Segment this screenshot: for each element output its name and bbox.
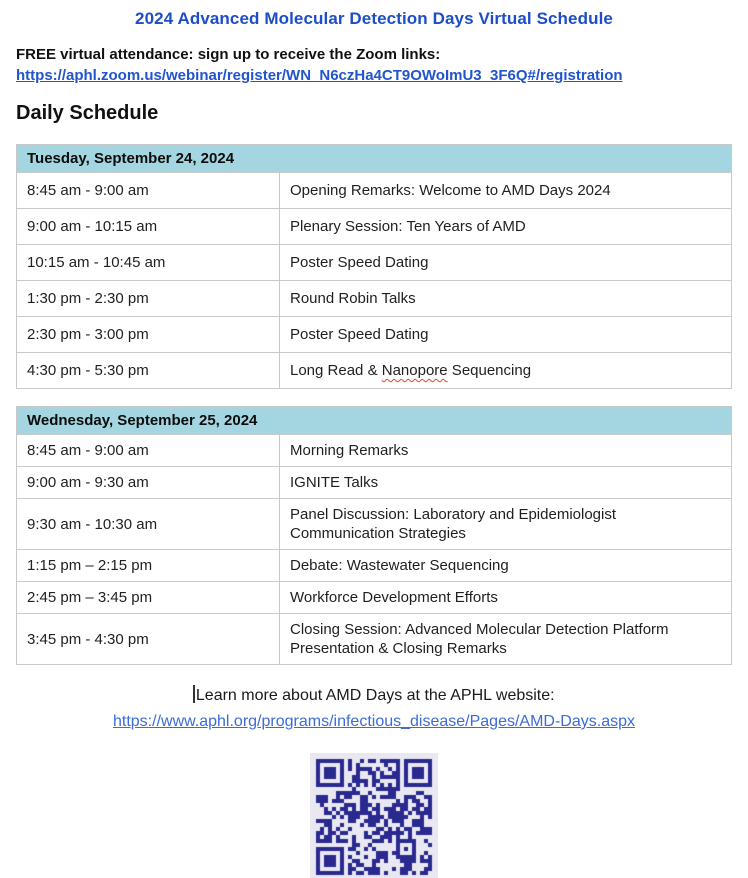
footer-text-line [16,685,732,705]
day-header-tuesday: Tuesday, September 24, 2024 [17,145,732,173]
session-title-cell: Panel Discussion: Laboratory and Epidemiologist Communication Strategies [280,499,732,550]
table-row [17,209,732,245]
session-text: Sequencing [447,362,532,379]
session-title-cell: Poster Speed Dating [280,245,732,281]
table-row [17,245,732,281]
session-time-cell: 8:45 am - 9:00 am [17,435,280,467]
session-title-cell: Opening Remarks: Welcome to AMD Days 2024 [280,173,732,209]
session-title-cell: Morning Remarks [280,435,732,467]
table-row [17,499,732,550]
table-row [17,317,732,353]
daily-schedule-heading: Daily Schedule [16,102,159,124]
session-time-cell: 1:15 pm – 2:15 pm [17,550,280,582]
session-time-cell: 10:15 am - 10:45 am [17,245,280,281]
table-row [17,582,732,614]
session-title-cell: Plenary Session: Ten Years of AMD [280,209,732,245]
qr-code-container [16,753,732,878]
aphl-website-link[interactable]: https://www.aphl.org/programs/infectious_disease/Pages/AMD-Days.aspx [112,713,635,730]
text-cursor [193,685,195,703]
session-title-cell: Round Robin Talks [280,281,732,317]
page-title: 2024 Advanced Molecular Detection Days Virtual Schedule [135,9,613,28]
session-time-cell: 3:45 pm - 4:30 pm [17,614,280,665]
session-time-cell: 8:45 am - 9:00 am [17,173,280,209]
session-text: Long Read & [290,362,382,379]
misspelled-word: Nanopore [381,362,448,379]
schedule-table-wednesday [16,406,732,665]
table-row [17,467,732,499]
intro-text: FREE virtual attendance: sign up to receive the Zoom links: [16,46,441,63]
table-row [17,173,732,209]
schedule-flyer [0,9,748,878]
table-row [17,614,732,665]
session-time-cell: 9:00 am - 10:15 am [17,209,280,245]
session-time-cell: 2:30 pm - 3:00 pm [17,317,280,353]
qr-code [310,753,438,878]
session-title-cell: Poster Speed Dating [280,317,732,353]
session-time-cell: 9:00 am - 9:30 am [17,467,280,499]
table-header-row [17,145,732,173]
intro-block [16,45,732,85]
session-title-cell [280,353,732,389]
schedule-table-tuesday [16,144,732,389]
table-row [17,281,732,317]
session-title-cell: Closing Session: Advanced Molecular Detection Platform Presentation & Closing Remarks [280,614,732,665]
table-row [17,550,732,582]
session-time-cell: 2:45 pm – 3:45 pm [17,582,280,614]
footer-text: Learn more about AMD Days at the APHL website: [195,687,555,704]
session-time-cell: 4:30 pm - 5:30 pm [17,353,280,389]
day-header-wednesday: Wednesday, September 25, 2024 [17,407,732,435]
footer-link-line [16,713,732,731]
session-title-cell: Debate: Wastewater Sequencing [280,550,732,582]
table-header-row [17,407,732,435]
table-row [17,435,732,467]
zoom-registration-link[interactable]: https://aphl.zoom.us/webinar/register/WN_N6czHa4CT9OWoImU3_3F6Q#/registration [16,67,623,84]
session-title-cell: Workforce Development Efforts [280,582,732,614]
table-row [17,353,732,389]
session-time-cell: 9:30 am - 10:30 am [17,499,280,550]
session-title-cell: IGNITE Talks [280,467,732,499]
session-time-cell: 1:30 pm - 2:30 pm [17,281,280,317]
